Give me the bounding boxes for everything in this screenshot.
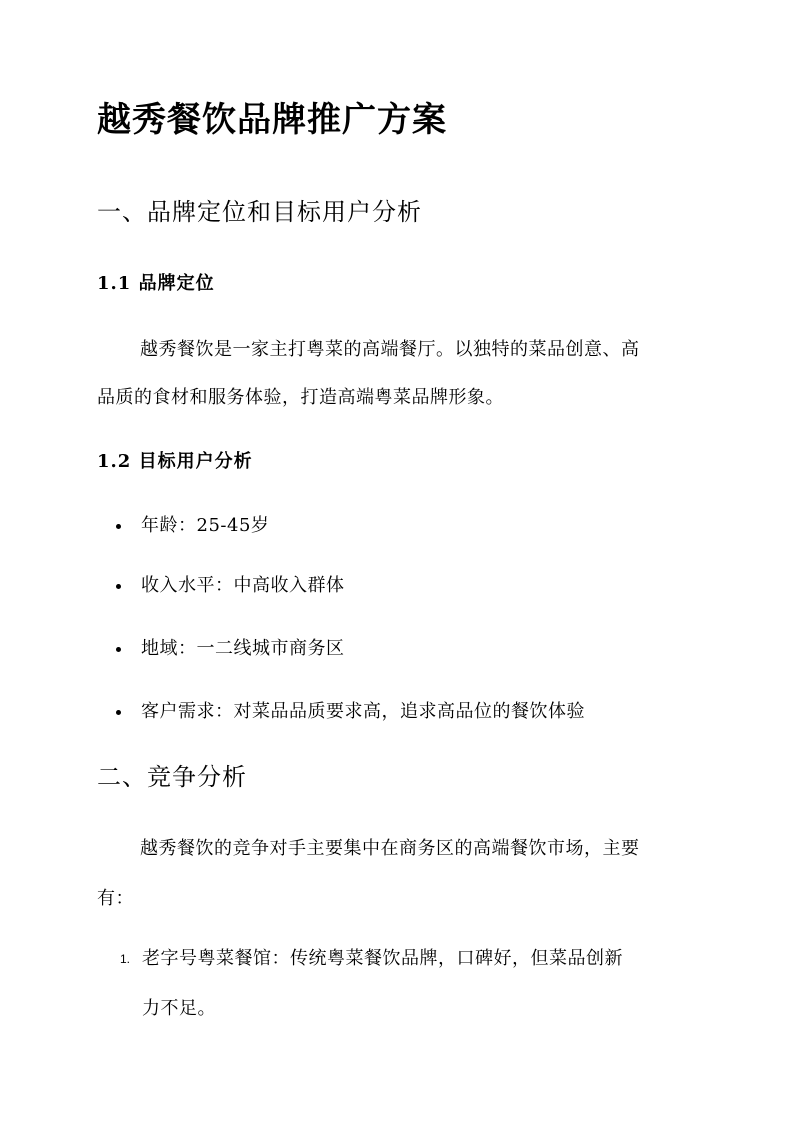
list-item: [116, 636, 345, 662]
competition-paragraph-line-2: 有：: [97, 888, 134, 909]
list-item: [116, 513, 269, 539]
list-item-text: 客户需求：对菜品品质要求高，追求高品位的餐饮体验: [141, 701, 585, 722]
subsection-1-2-heading: 1.2 目标用户分析: [97, 451, 253, 472]
bullet-icon: [116, 710, 121, 715]
competition-paragraph-line-1: 越秀餐饮的竞争对手主要集中在商务区的高端餐饮市场，主要: [140, 838, 640, 859]
list-item-text: 收入水平：中高收入群体: [141, 575, 345, 596]
list-item: [116, 573, 345, 599]
brand-positioning-paragraph-line-1: 越秀餐饮是一家主打粤菜的高端餐厅。以独特的菜品创意、高: [140, 339, 640, 360]
numbered-list-item-line-1: 老字号粤菜餐馆：传统粤菜餐饮品牌，口碑好，但菜品创新: [142, 948, 623, 969]
section-1-heading: 一、品牌定位和目标用户分析: [97, 198, 422, 226]
brand-positioning-paragraph-line-2: 品质的食材和服务体验，打造高端粤菜品牌形象。: [97, 387, 504, 408]
numbered-list-item-line-2: 力不足。: [142, 998, 216, 1019]
bullet-icon: [116, 524, 121, 529]
bullet-icon: [116, 647, 121, 652]
list-item-text: 年龄：25-45岁: [141, 515, 270, 536]
document-title: 越秀餐饮品牌推广方案: [97, 100, 447, 140]
section-2-heading: 二、竞争分析: [97, 763, 247, 791]
list-item-text: 地域：一二线城市商务区: [141, 638, 345, 659]
list-item: [116, 699, 585, 725]
subsection-1-1-heading: 1.1 品牌定位: [97, 273, 215, 294]
bullet-icon: [116, 584, 121, 589]
numbered-list-marker: 1.: [120, 952, 131, 966]
